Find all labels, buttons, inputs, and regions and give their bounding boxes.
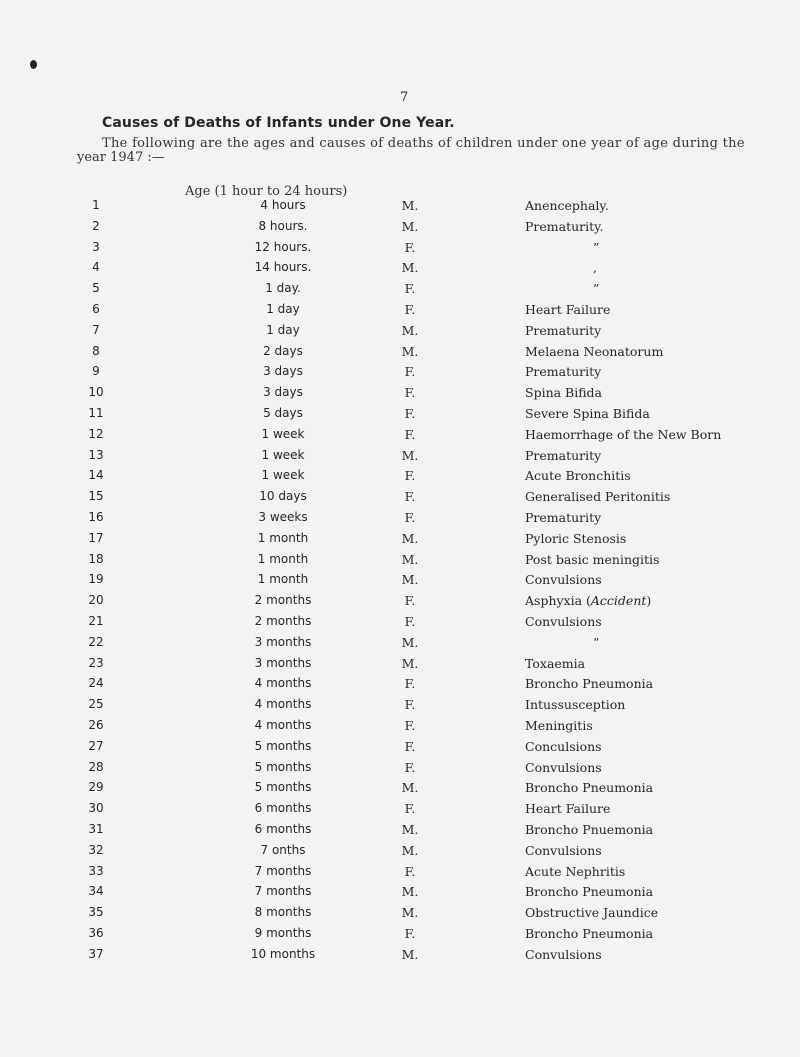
table-row — [0, 614, 800, 632]
row-number: 7 — [92, 322, 100, 337]
age-cell: 1 day — [266, 322, 300, 337]
row-number: 22 — [88, 634, 104, 649]
sex-cell: F. — [404, 385, 416, 401]
row-number: 36 — [88, 926, 104, 940]
row-number: 31 — [88, 822, 104, 836]
cause-cell: Heart Failure — [525, 801, 611, 817]
sex-cell: F. — [404, 364, 416, 380]
cause-cell: Convulsions — [525, 614, 602, 629]
age-cell: 6 months — [254, 822, 312, 836]
row-number: 2 — [92, 218, 100, 233]
cause-cell: Severe Spina Bifida — [525, 406, 650, 421]
row-number: 26 — [88, 718, 104, 732]
row-number: 27 — [88, 738, 104, 753]
age-cell: 3 months — [254, 655, 312, 670]
cause-cell: Prematurity. — [525, 218, 604, 234]
table-row — [0, 510, 800, 528]
table-row — [0, 697, 800, 715]
row-number: 8 — [92, 343, 100, 358]
age-cell: 4 months — [254, 676, 312, 691]
cause-cell: Toxaemia — [525, 655, 586, 671]
sex-cell: F. — [404, 926, 416, 941]
table-row — [0, 905, 800, 923]
table-row — [0, 531, 800, 549]
age-cell: 2 months — [254, 593, 312, 608]
table-row — [0, 635, 800, 653]
age-cell: 1 week — [261, 468, 305, 483]
table-row — [0, 801, 800, 819]
row-number: 37 — [88, 946, 104, 961]
table-row — [0, 739, 800, 757]
age-cell: 5 months — [254, 759, 312, 774]
table-row — [0, 240, 800, 258]
sex-cell: M. — [401, 884, 419, 900]
sex-cell: F. — [404, 697, 416, 713]
age-cell: 1 day. — [265, 281, 301, 296]
cause-cell: Conculsions — [525, 738, 602, 754]
row-number: 35 — [88, 905, 104, 920]
age-cell: 12 hours. — [254, 239, 312, 254]
cause-cell: Convulsions — [525, 946, 602, 962]
row-number: 10 — [88, 385, 104, 400]
table-row — [0, 947, 800, 965]
sex-cell: M. — [401, 551, 419, 567]
cause-cell: Convulsions — [525, 842, 602, 858]
sex-cell: F. — [404, 406, 416, 421]
cause-cell: Heart Failure — [525, 302, 611, 317]
cause-cell: Prematurity — [525, 510, 602, 525]
row-number: 19 — [88, 572, 104, 587]
table-row — [0, 656, 800, 674]
table-row — [0, 406, 800, 424]
table-row — [0, 260, 800, 278]
row-number: 23 — [88, 655, 104, 670]
table-row — [0, 864, 800, 882]
cause-cell: Intussusception — [525, 697, 626, 713]
age-cell: 4 months — [254, 718, 312, 732]
age-cell: 5 days — [263, 406, 303, 420]
table-row — [0, 760, 800, 778]
row-number: 18 — [88, 551, 104, 566]
sex-cell: F. — [404, 593, 416, 609]
row-number: 11 — [88, 406, 104, 420]
cause-cell: Prematurity — [525, 447, 602, 463]
cause-cell: Convulsions — [525, 759, 602, 775]
cause-cell: Post basic meningitis — [525, 551, 660, 567]
table-row — [0, 822, 800, 840]
age-cell: 5 months — [254, 780, 312, 795]
sex-cell: F. — [404, 426, 416, 442]
table-row — [0, 219, 800, 237]
sex-cell: F. — [404, 614, 416, 629]
age-column-header: Age (1 hour to 24 hours) — [185, 184, 348, 199]
table-row — [0, 448, 800, 466]
age-cell: 1 month — [257, 572, 309, 587]
sex-cell: M. — [401, 780, 419, 796]
sex-cell: F. — [404, 759, 416, 775]
age-cell: 3 weeks — [258, 510, 308, 524]
row-number: 21 — [88, 614, 104, 628]
cause-cell: Prematurity — [525, 364, 602, 380]
sex-cell: M. — [401, 260, 419, 276]
table-row — [0, 926, 800, 944]
row-number: 25 — [88, 697, 104, 712]
cause-cell: Acute Nephritis — [525, 863, 626, 879]
row-number: 12 — [88, 426, 104, 441]
sex-cell: F. — [404, 863, 416, 879]
row-number: 20 — [88, 593, 104, 608]
sex-cell: F. — [404, 801, 416, 817]
age-cell: 3 days — [263, 364, 303, 379]
sex-cell: M. — [401, 572, 419, 588]
cause-cell: Acute Bronchitis — [525, 468, 631, 484]
age-cell: 2 months — [254, 614, 312, 628]
sex-cell: M. — [401, 655, 419, 671]
row-number: 9 — [92, 364, 100, 379]
age-cell: 1 week — [261, 426, 305, 441]
cause-cell: Generalised Peritonitis — [525, 489, 671, 505]
scan-speck — [30, 60, 37, 69]
age-cell: 14 hours. — [254, 260, 312, 275]
row-number: 14 — [88, 468, 104, 483]
row-number: 1 — [92, 198, 100, 212]
sex-cell: M. — [401, 946, 419, 962]
table-row — [0, 676, 800, 694]
sex-cell: M. — [401, 198, 419, 213]
row-number: 3 — [92, 239, 100, 254]
sex-cell: F. — [404, 676, 416, 692]
page-title: Causes of Deaths of Infants under One Year. — [102, 115, 455, 131]
cause-cell: ” — [593, 281, 600, 297]
cause-cell: Melaena Neonatorum — [525, 343, 664, 359]
row-number: 4 — [92, 260, 100, 275]
cause-cell: Haemorrhage of the New Born — [525, 426, 722, 442]
table-row — [0, 427, 800, 445]
sex-cell: F. — [404, 302, 416, 317]
age-cell: 1 month — [257, 530, 309, 545]
table-row — [0, 489, 800, 507]
table-row — [0, 468, 800, 486]
age-cell: 7 months — [254, 884, 312, 899]
table-row — [0, 593, 800, 611]
cause-cell: Anencephaly. — [525, 198, 609, 213]
age-cell: 10 months — [250, 946, 316, 961]
sex-cell: M. — [401, 842, 419, 858]
intro-line-2: year 1947 :— — [77, 150, 165, 165]
row-number: 33 — [88, 863, 104, 878]
cause-cell: Broncho Pnuemonia — [525, 822, 654, 837]
sex-cell: F. — [404, 738, 416, 754]
sex-cell: F. — [404, 718, 416, 733]
age-cell: 10 days — [259, 489, 307, 504]
cause-cell: Prematurity — [525, 322, 602, 338]
row-number: 34 — [88, 884, 104, 899]
sex-cell: M. — [401, 218, 419, 234]
age-cell: 4 months — [254, 697, 312, 712]
table-row — [0, 344, 800, 362]
table-row — [0, 718, 800, 736]
age-cell: 5 months — [254, 738, 312, 753]
row-number: 29 — [88, 780, 104, 795]
age-cell: 7 onths — [260, 842, 306, 857]
row-number: 28 — [88, 759, 104, 774]
table-row — [0, 323, 800, 341]
sex-cell: M. — [401, 634, 419, 650]
intro-line-1: The following are the ages and causes of deaths of children under one year of age during the — [102, 136, 745, 151]
cause-cell: Pyloric Stenosis — [525, 530, 627, 546]
row-number: 17 — [88, 530, 104, 545]
age-cell: 1 day — [266, 302, 300, 316]
page-number: 7 — [400, 90, 409, 105]
sex-cell: M. — [401, 822, 419, 837]
sex-cell: F. — [404, 281, 416, 297]
cause-cell: Broncho Pneumonia — [525, 780, 654, 796]
cause-cell: , — [593, 260, 597, 276]
age-cell: 7 months — [254, 863, 312, 878]
cause-cell: Spina Bifida — [525, 385, 603, 401]
table-row — [0, 552, 800, 570]
row-number: 32 — [88, 842, 104, 857]
age-cell: 8 hours. — [258, 218, 308, 233]
row-number: 13 — [88, 447, 104, 462]
sex-cell: M. — [401, 447, 419, 463]
age-cell: 1 week — [261, 447, 305, 462]
sex-cell: F. — [404, 468, 416, 484]
cause-cell: Convulsions — [525, 572, 602, 588]
table-row — [0, 884, 800, 902]
age-cell: 1 month — [257, 551, 309, 566]
row-number: 15 — [88, 489, 104, 504]
age-cell: 2 days — [263, 343, 303, 358]
row-number: 6 — [92, 302, 100, 316]
sex-cell: M. — [401, 905, 419, 921]
age-cell: 6 months — [254, 801, 312, 816]
sex-cell: F. — [404, 510, 416, 525]
cause-cell: Broncho Pneumonia — [525, 884, 654, 900]
sex-cell: F. — [404, 489, 416, 505]
sex-cell: M. — [401, 322, 419, 338]
cause-cell: ” — [593, 634, 600, 650]
table-row — [0, 198, 800, 216]
row-number: 16 — [88, 510, 104, 524]
row-number: 30 — [88, 801, 104, 816]
age-cell: 3 months — [254, 634, 312, 649]
table-row — [0, 302, 800, 320]
cause-cell: Broncho Pneumonia — [525, 926, 654, 941]
sex-cell: M. — [401, 530, 419, 546]
cause-cell: ” — [593, 239, 600, 255]
sex-cell: F. — [404, 239, 416, 255]
age-cell: 3 days — [263, 385, 303, 400]
age-cell: 4 hours — [260, 198, 306, 212]
table-row — [0, 364, 800, 382]
age-cell: 8 months — [254, 905, 312, 920]
cause-cell: Obstructive Jaundice — [525, 905, 659, 921]
age-cell: 9 months — [254, 926, 312, 940]
table-row — [0, 780, 800, 798]
table-row — [0, 843, 800, 861]
cause-cell: Asphyxia (Accident) — [525, 593, 652, 609]
sex-cell: M. — [401, 343, 419, 359]
cause-cell: Broncho Pneumonia — [525, 676, 654, 692]
intro-paragraph — [77, 137, 747, 165]
row-number: 5 — [92, 281, 100, 296]
table-row — [0, 572, 800, 590]
row-number: 24 — [88, 676, 104, 691]
table-row — [0, 385, 800, 403]
cause-cell: Meningitis — [525, 718, 593, 733]
table-row — [0, 281, 800, 299]
